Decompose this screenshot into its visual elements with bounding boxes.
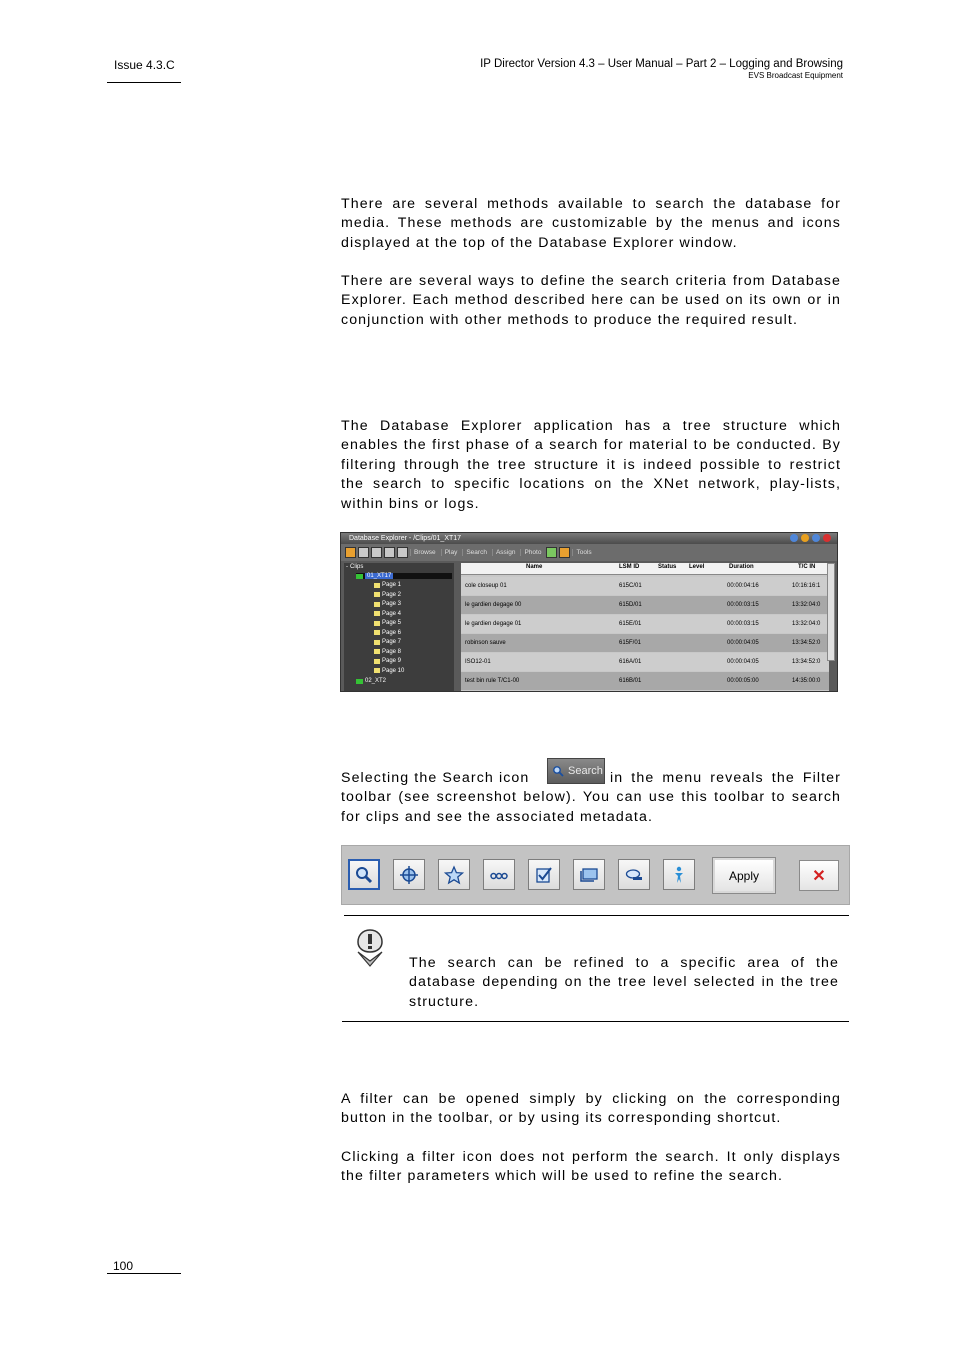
table-row[interactable] [461,653,829,671]
tree-page-label: Page 6 [382,629,402,636]
tree-page-label: Page 1 [382,582,402,588]
cell-duration: 00:00:04:16 [727,583,759,589]
toolbar-photo[interactable]: Photo [520,549,544,556]
new-icon[interactable] [358,547,369,558]
folder-icon [374,602,380,607]
column-name[interactable]: Name [526,564,543,570]
column-status[interactable]: Status [658,564,677,570]
chart-icon[interactable] [345,547,356,558]
document-title: IP Director Version 4.3 – User Manual – Part 2 – Logging and Browsing [480,58,843,70]
cell-lsm-id: 616B/01 [619,678,642,684]
tree-page-label: Page 10 [382,667,405,674]
tree-node-label: 02_XT2 [365,678,387,684]
cell-name: test bin rule T/C1-00 [465,678,520,684]
toolbar-play[interactable]: Play [441,549,461,556]
keyword-filter-icon[interactable] [483,859,515,890]
tree-page[interactable] [374,611,401,617]
target-filter-icon[interactable] [393,859,425,890]
cell-duration: 00:00:04:05 [727,659,759,665]
dbx-title: Database Explorer - /Clips/01_XT17 [349,535,462,542]
folder-icon [374,668,380,673]
toolbar-assign[interactable]: Assign [492,549,519,556]
maximize-icon[interactable] [812,534,820,542]
tree-page[interactable] [374,582,401,588]
cell-lsm-id: 616A/01 [619,659,642,665]
tree-page[interactable] [374,630,401,636]
apply-button[interactable]: Apply [713,858,775,893]
column-duration[interactable]: Duration [729,564,754,570]
refresh-icon[interactable] [546,547,557,558]
footer-rule [107,1273,181,1274]
grid-header [461,563,829,575]
paragraph-search-criteria: There are several ways to define the search criteria from Database Explorer. Each method described here can be used on its own or in conjunction with other methods to produce the required result. [341,273,841,328]
cell-lsm-id: 615C/01 [619,583,642,589]
server-icon [356,679,363,684]
dbx-window-buttons [790,534,831,542]
cell-tc-in: 13:32:04:0 [792,621,821,627]
tree-root-label: Clips [350,564,364,570]
check-filter-icon[interactable] [528,859,560,890]
paste-icon[interactable] [397,547,408,558]
toolbar-browse[interactable]: Browse [410,549,439,556]
paragraph-filter-icon: Clicking a filter icon does not perform the search. It only displays the filter parameters which will be used to refine the search. [341,1149,841,1185]
tree-root[interactable] [346,564,363,570]
paragraph-search-methods: There are several methods available to search the database for media. These methods are customizable by the menus and icons displayed at the top of the Database Explorer window. [341,196,841,251]
column-tc-in[interactable]: T/C IN [798,564,816,570]
tree-page-label: Page 2 [382,591,402,598]
tree-page[interactable] [374,592,401,598]
dbx-title-bar [341,533,837,544]
dbx-tree-panel [344,563,454,691]
note-icon [354,928,386,968]
close-icon: ✕ [812,867,826,885]
person-filter-icon[interactable] [663,859,695,890]
cell-duration: 00:00:04:05 [727,640,759,646]
folder-icon [374,583,380,588]
paragraph-search-lead: Selecting the Search icon [341,770,530,786]
paragraph-open-filter: A filter can be opened simply by clicking on the corresponding button in the toolbar, or by using its corresponding shortcut. [341,1091,841,1127]
table-row[interactable] [461,672,829,690]
cell-tc-in: 10:16:16:1 [792,583,821,589]
cut-icon[interactable] [371,547,382,558]
paragraph-search-filter: in the menu reveals the Filter toolbar (see screenshot below). You can use this toolbar to search for clips and see the associated metadata. [341,770,841,825]
tree-selected-label: 01_XT17 [367,573,392,579]
cell-duration: 00:00:03:15 [727,621,759,627]
tree-page[interactable] [374,649,401,655]
filter-icon[interactable] [559,547,570,558]
star-filter-icon[interactable] [438,859,470,890]
search-icon-label: Search [568,765,603,777]
dbx-clip-grid [461,563,829,691]
folder-icon [374,592,380,597]
table-row[interactable] [461,615,829,633]
folder-icon [374,621,380,626]
header-title-block [480,57,843,81]
cell-name: ISO12-01 [465,659,491,665]
tree-page[interactable] [374,620,401,626]
tree-page-label: Page 5 [382,620,402,626]
cell-name: cole closeup 01 [465,583,507,589]
tree-node[interactable] [356,678,386,684]
toolbar-search[interactable]: Search [462,549,490,556]
note-bottom-rule [342,1021,849,1022]
cell-tc-in: 13:32:04:0 [792,602,821,608]
tree-page[interactable] [374,658,401,664]
paragraph-tree-structure: The Database Explorer application has a tree structure which enables the first phase of a search for material to be conducted. By filtering through the tree structure it is indeed possible to restrict the search to specific locations on the XNet network, play-lists, within bins or logs. [341,418,841,512]
cell-duration: 00:00:05:00 [727,678,759,684]
tree-page-label: Page 4 [382,610,402,617]
grid-scrollbar[interactable] [827,563,835,661]
tree-selected-node[interactable] [356,573,452,579]
tree-page[interactable] [374,668,404,674]
key-filter-icon[interactable] [618,859,650,890]
tree-page-label: Page 8 [382,648,402,655]
note-top-rule [344,915,849,916]
tree-page[interactable] [374,639,401,645]
note-text: The search can be refined to a specific area of the database depending on the tree level selected in the tree structure. [409,955,839,1010]
cell-name: robinson sauve [465,640,506,646]
cell-name: le gardien degage 01 [465,621,522,627]
display-filter-icon[interactable] [573,859,605,890]
header-left-rule [107,82,181,83]
close-icon[interactable] [823,534,831,542]
cell-name: le gardien degage 00 [465,602,522,608]
tree-page[interactable] [374,601,401,607]
folder-icon [374,659,380,664]
dbx-toolbar [341,544,837,561]
search-filter-icon[interactable] [348,859,380,890]
folder-icon [374,649,380,654]
table-row[interactable] [461,577,829,595]
copy-icon[interactable] [384,547,395,558]
tree-page-label: Page 3 [382,601,402,607]
column-level[interactable]: Level [689,564,705,570]
company-name: EVS Broadcast Equipment [748,71,843,80]
minimize-icon[interactable] [801,534,809,542]
expand-icon: - [346,564,348,570]
column-lsm-id[interactable]: LSM ID [619,564,640,570]
folder-icon [374,611,380,616]
help-icon[interactable] [790,534,798,542]
server-icon [356,574,363,579]
filter-toolbar [341,845,850,905]
tree-page-label: Page 7 [382,639,402,645]
cell-lsm-id: 615E/01 [619,621,642,627]
database-explorer-screenshot [340,532,838,692]
tree-page-label: Page 9 [382,658,402,664]
toolbar-tools[interactable]: Tools [572,549,594,556]
cell-lsm-id: 615D/01 [619,602,642,608]
table-row[interactable] [461,634,829,652]
cell-lsm-id: 615F/01 [619,640,642,646]
cell-tc-in: 13:34:52:0 [792,640,821,646]
folder-icon [374,630,380,635]
issue-label: Issue 4.3.C [114,58,175,72]
folder-icon [374,640,380,645]
close-filter-button[interactable] [799,860,839,891]
cell-tc-in: 14:35:00:0 [792,678,821,684]
page-number: 100 [113,1259,134,1273]
cell-duration: 00:00:03:15 [727,602,759,608]
table-row[interactable] [461,596,829,614]
cell-tc-in: 13:34:52:0 [792,659,821,665]
